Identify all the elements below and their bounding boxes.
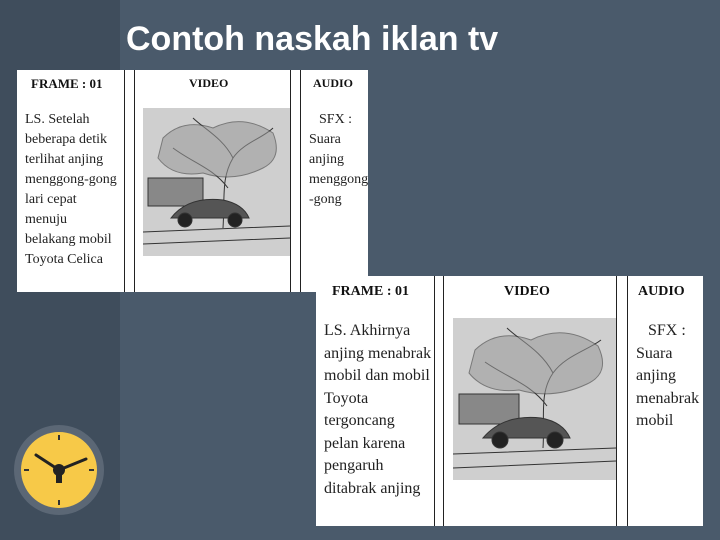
ls-line: belakang mobil	[25, 232, 112, 247]
sfx-line: mobil	[636, 412, 674, 429]
ls-line: menuju	[25, 212, 67, 227]
script-frame-1	[17, 70, 368, 292]
ls-line: mobil dan mobil	[324, 367, 430, 384]
ls-line: LS. Setelah	[25, 112, 90, 127]
divider	[434, 276, 435, 526]
sfx-description	[309, 110, 367, 210]
ls-line: tergoncang	[324, 412, 395, 429]
ls-line: terlihat anjing	[25, 152, 104, 167]
sfx-line: Suara	[636, 344, 673, 362]
sfx-line: anjing	[309, 152, 344, 167]
divider	[300, 70, 301, 292]
ls-line: Toyota	[324, 389, 369, 407]
ls-line: lari cepat	[25, 192, 77, 207]
sfx-description	[636, 320, 700, 433]
ls-line: menggong-gong	[25, 172, 117, 187]
divider	[443, 276, 444, 526]
ls-description	[25, 110, 123, 270]
video-label: VIDEO	[189, 76, 229, 90]
sfx-line: Suara	[309, 132, 341, 147]
sfx-line: SFX :	[648, 322, 686, 339]
frame-label: FRAME : 01	[332, 284, 409, 299]
slide-title: Contoh naskah iklan tv	[126, 20, 499, 58]
frame-label: FRAME : 01	[31, 76, 103, 91]
sketch-photo-icon	[453, 318, 616, 480]
ls-line: pengaruh	[324, 457, 384, 474]
sfx-line: anjing	[636, 367, 676, 384]
ls-line: anjing menabrak	[324, 344, 432, 362]
audio-label: AUDIO	[313, 76, 354, 90]
ls-description	[324, 320, 432, 500]
sketch-photo-icon	[143, 108, 290, 256]
clock-icon	[12, 423, 106, 517]
divider	[290, 70, 291, 292]
sfx-line: -gong	[309, 192, 342, 207]
ls-line: Toyota Celica	[25, 252, 103, 267]
script-frame-2	[316, 276, 703, 526]
ls-line: LS. Akhirnya	[324, 322, 411, 339]
sfx-line: menabrak	[636, 389, 700, 407]
ls-line: ditabrak anjing	[324, 479, 421, 497]
divider	[134, 70, 135, 292]
divider	[124, 70, 125, 292]
ls-line: beberapa detik	[25, 132, 108, 147]
sfx-line: menggong	[309, 172, 369, 187]
video-label: VIDEO	[504, 284, 550, 299]
sfx-line: SFX :	[319, 112, 353, 127]
divider	[627, 276, 628, 526]
audio-label: AUDIO	[638, 284, 685, 299]
ls-line: pelan karena	[324, 434, 406, 452]
divider	[616, 276, 617, 526]
